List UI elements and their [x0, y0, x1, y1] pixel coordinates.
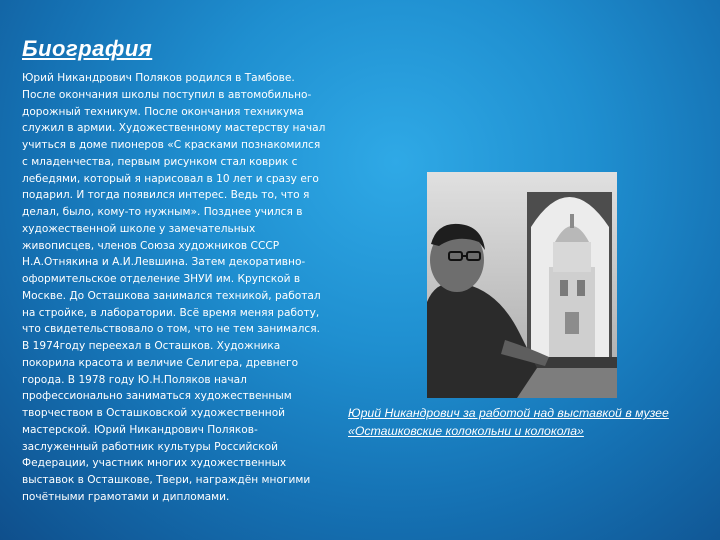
biography-text: Юрий Никандрович Поляков родился в Тамбове. После окончания школы поступил в автомобильно- дорожный техникум. После окончания техникума служил в армии. Художественному мастерству начал учиться в доме пионеров «С красками познакомился с младенчества, первым рисунком стал коврик с лебедями, который я нарисовал в 10 лет и сразу его подарил. И тогда появился интерес. Ведь то, что я делал, было, кому-то нужным». Позднее учился в художественной школе у замечательных живописцев, членов Союза художников СССР Н.А.Отнякина и А.И.Левшина. Затем декоративно- оформительское отделение ЗНУИ им. Крупской в Москве. До Осташкова занимался техникой, работал на стройке, в лаборатории. Всё время меняя работу, что свидетельствовало о том, что не тем занимался. В 1974году переехал в Осташков. Художника покорила красота и величие Селигера, древнего города. В 1978 году Ю.Н.Поляков начал профессионально заниматься художественным творчеством в Осташковской художественной мастерской. Юрий Никандрович Поляков- заслуженный работник культуры Российской Федерации, участник многих художественных выставок в Осташкове, Твери, награждён многими почётными грамотами и дипломами.: [22, 72, 326, 503]
artist-photo: [427, 172, 617, 398]
artist-photo-image: [427, 172, 617, 398]
slide-heading: Биография: [22, 36, 153, 61]
photo-caption: Юрий Никандрович за работой над выставкой в музее «Осташковские колокольни и колокола»: [348, 406, 669, 438]
